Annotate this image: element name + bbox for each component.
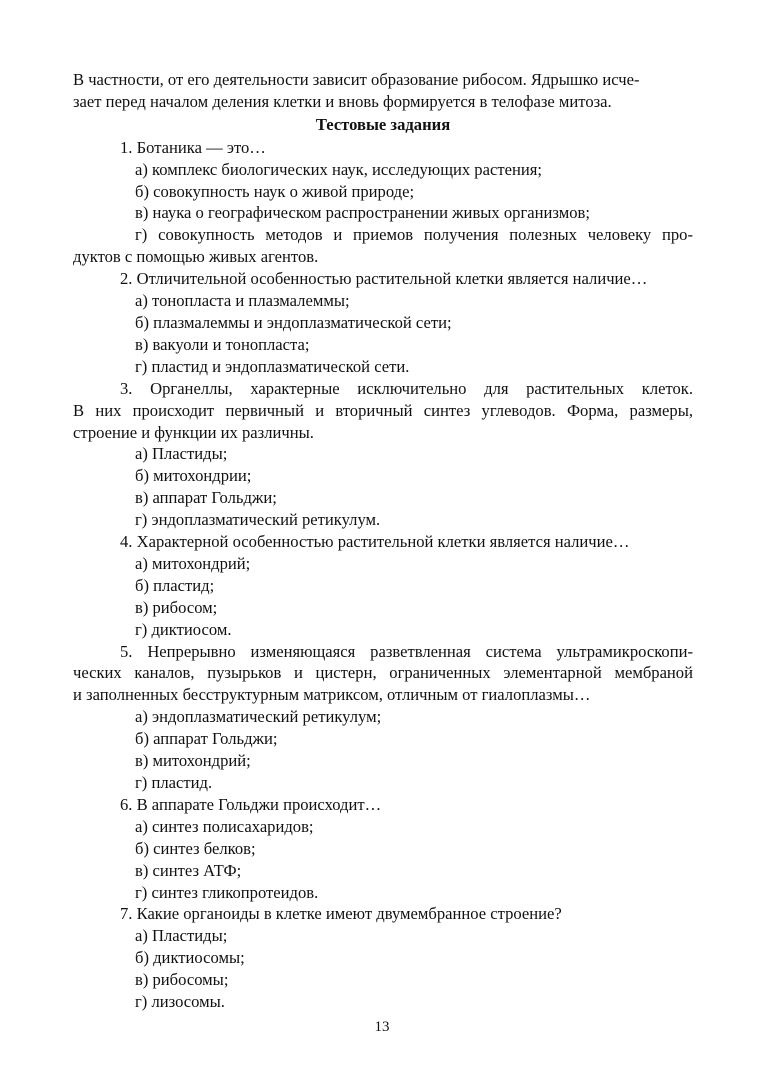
- option: в) синтез АТФ;: [135, 860, 242, 880]
- question-3: [73, 378, 693, 531]
- intro-line: зает перед началом деления клетки и вновь формируется в телофазе митоза.: [73, 91, 612, 111]
- option: г) лизосомы.: [135, 992, 225, 1012]
- question-text-line: ческих каналов, пузырьков и цистерн, ограниченных элементарной мембраной: [73, 663, 693, 683]
- question-7: [73, 903, 693, 1013]
- option: а) Пластиды;: [135, 444, 228, 464]
- intro-line: В частности, от его деятельности зависит образование рибосом. Ядрышко исче-: [73, 70, 640, 89]
- question-text-line: и заполненных бесструктурным матриксом, отличным от гиалоплазмы…: [73, 685, 591, 705]
- option: г) совокупность методов и приемов получения полезных человеку про-: [135, 225, 693, 245]
- option: г) диктиосом.: [135, 619, 232, 639]
- option: б) синтез белков;: [135, 838, 256, 858]
- question-2: [73, 268, 693, 378]
- question-text: 1. Ботаника — это…: [120, 137, 266, 157]
- question-text-line: строение и функции их различны.: [73, 422, 314, 442]
- option: в) рибосом;: [135, 597, 218, 617]
- question-text: 6. В аппарате Гольджи происходит…: [120, 794, 382, 814]
- option: а) тонопласта и плазмалеммы;: [135, 291, 350, 311]
- option: г) синтез гликопротеидов.: [135, 882, 319, 902]
- option: б) диктиосомы;: [135, 948, 245, 968]
- question-text: 4. Характерной особенностью растительной клетки является наличие…: [120, 532, 630, 552]
- option: в) вакуоли и тонопласта;: [135, 334, 310, 354]
- option-continuation: дуктов с помощью живых агентов.: [73, 247, 319, 267]
- option: а) эндоплазматический ретикулум;: [135, 707, 382, 727]
- question-text-line: 3. Органеллы, характерные исключительно для растительных клеток.: [120, 378, 693, 398]
- question-6: [73, 794, 693, 904]
- question-text-line: 5. Непрерывно изменяющаяся разветвленная система ультрамикроскопи-: [120, 641, 693, 661]
- option: г) пластид.: [135, 773, 213, 792]
- question-1: [73, 137, 693, 268]
- question-4: [73, 531, 693, 641]
- page-number: 13: [374, 1019, 390, 1035]
- option: а) синтез полисахаридов;: [135, 816, 314, 836]
- question-text: 2. Отличительной особенностью растительной клетки является наличие…: [120, 269, 648, 289]
- option: б) совокупность наук о живой природе;: [135, 181, 415, 201]
- option: в) аппарат Гольджи;: [135, 488, 277, 508]
- question-5: [73, 641, 693, 794]
- option: в) митохондрий;: [135, 751, 251, 771]
- option: а) комплекс биологических наук, исследующих растения;: [135, 159, 542, 179]
- option: а) Пластиды;: [135, 926, 228, 946]
- option: б) митохондрии;: [135, 466, 252, 486]
- section-heading: Тестовые задания: [315, 114, 451, 134]
- question-text-line: В них происходит первичный и вторичный синтез углеводов. Форма, размеры,: [73, 400, 693, 420]
- page-content: [73, 69, 693, 1013]
- question-text: 7. Какие органоиды в клетке имеют двумембранное строение?: [120, 904, 562, 924]
- option: а) митохондрий;: [135, 553, 251, 573]
- option: б) пластид;: [135, 575, 215, 595]
- option: г) пластид и эндоплазматической сети.: [135, 356, 410, 376]
- option: в) наука о географическом распространении живых организмов;: [135, 203, 590, 223]
- option: б) плазмалеммы и эндоплазматической сети;: [135, 312, 452, 332]
- option: в) рибосомы;: [135, 970, 229, 990]
- option: г) эндоплазматический ретикулум.: [135, 510, 381, 530]
- option: б) аппарат Гольджи;: [135, 729, 278, 749]
